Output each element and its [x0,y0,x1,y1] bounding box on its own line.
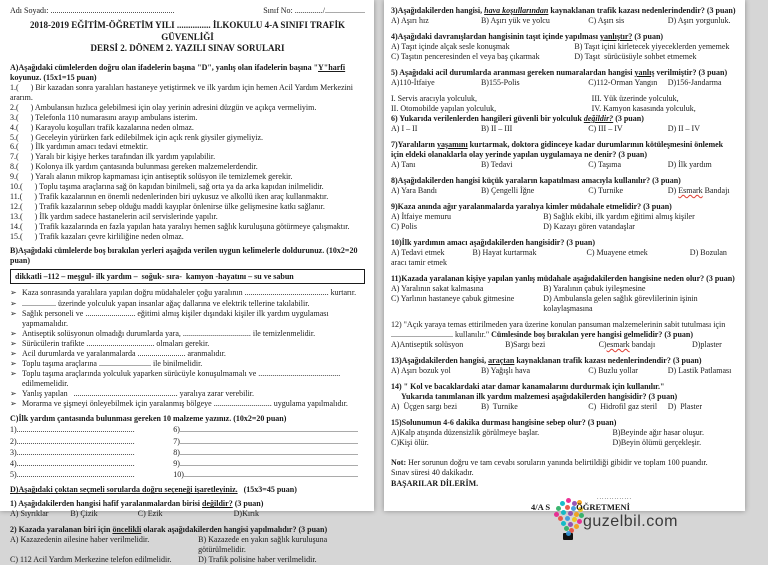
question-13-options [391,366,737,376]
fill-in-blank-text: Toplu taşıma araçlarına .......................... ile binilmelidir. [22,359,203,369]
materials-blank-right: 7)......................................................................................... [173,436,358,446]
question-12-options [391,340,737,350]
option-d: D) Trafik polisine haber verilmelidir. [198,555,317,565]
question-15-text: 15)Solunumun 4-6 dakika durması hangisine sebep olur? (3 puan) [391,418,617,427]
question-5-pre: 5) Aşağıdaki acil durumlarda aranması gereken numaralardan hangisi [391,68,635,77]
option-b: B) Çizik [70,509,98,519]
option-a: A) İtfaiye memuru [391,212,451,221]
true-false-item-text: 7.( ) Yaralı bir kişiye herkes tarafından ilk yardım yapılabilir. [10,152,216,162]
question-8-options [391,186,737,196]
question-13-post: kaynaklanan trafik kazası nedenlerindendir? (3 puan) [514,356,702,365]
true-false-item [10,192,365,202]
true-false-item-text: 6.( ) İlk yardımın amacı tedavi etmektir. [10,142,148,152]
option-a: A) Kazazedenin ailesine haber verilmelidir. [10,535,150,545]
true-false-item-text: 13.( ) İlk yardım sadece hastanelerin acil servislerinde yapılır. [10,211,218,221]
true-false-item [10,152,365,162]
arrow-bullet-icon: ➢ [10,298,17,308]
note-line-2: Sınav süresi 40 dakikadır. [391,468,474,478]
option-c: C) Muayene etmek [586,248,648,257]
option-c: C) 112 Acil Yardım Merkezine telefon edilmelidir. [10,555,172,565]
section-c-heading: C)İlk yardım çantasında bulunması gereken 10 malzeme yazınız. (10x2=20 puan) [10,414,287,424]
true-false-item-text: 10.( ) Toplu taşıma araçlarına sağ ön kapıdan binilmeli, sağ orta ya da arka kapıdan inilmelidir. [10,182,324,192]
fill-in-blank-text: Toplu taşıma araçlarında yolculuk yaparken sürücüyle konuşulmamalı ve ......................................... edilmemelidir. [22,369,343,389]
question-10 [391,238,737,268]
option-d: D) Aşırı yorgunluk. [667,16,731,25]
option-a: A) Taşıt içinde alçak sesle konuşmak [391,42,510,51]
option-c: C) Yarlının hastaneye çabuk gitmesine [391,294,515,303]
option-a: A)Antiseptik solüsyon [391,340,464,349]
materials-blank-left: 1)........................................................... [10,425,135,435]
question-9-text: 9)Kaza anında ağır yaralanmalarda yaralıya kimler müdahale etmelidir? (3 puan) [391,202,672,211]
question-9 [391,202,737,232]
option-d: D) Plaster [667,402,702,411]
true-false-item-text: 3.( ) Telefonla 110 numarasını arayıp ambulans isterim. [10,112,198,122]
question-6-pre: 6) Yukarıda verilenlerden hangileri güvenli bir yolculuk [391,114,584,123]
fill-in-blank-item [10,309,365,329]
teacher-signature-block [531,495,731,545]
question-3-pre: 3)Aşağıdakilerden hangisi, [391,6,485,15]
materials-blank-right: 9)......................................................................................... [173,458,358,468]
true-false-item-text: 14.( ) Trafik kazalarında en fazla yapılan hata yaralıyı hemen sağlık kuruluşuna götürmeye çalışmaktır. [10,221,350,231]
exam-page-2 [384,0,745,531]
true-false-item-text: 8.( ) Kolonya ilk yardım çantasında bulunması gereken malzemelerdendir. [10,162,258,172]
option-d: D)Kırık [233,509,259,519]
note-label: Not: [391,458,407,467]
option-c: C) Ezik [137,509,163,519]
note-text: Her sorunun doğru ve tam cevabı soruların yanında belirtildiği gibidir ve toplam 100 puandır. [406,458,708,467]
option-c: C) Aşırı sis [588,16,625,25]
option-d-misspelled-word: Esmark [678,186,703,195]
exam-note [391,458,737,489]
question-6-roman-list [391,94,737,114]
option-b: B) Tedavi [480,160,513,169]
exam-title-line2: DERSİ 2. DÖNEM 2. YAZILI SINAV SORULARI [90,43,285,54]
fill-in-blank-item [10,359,365,369]
option-b: B) Kazazede en yakın sağlık kuruluşuna götürülmelidir. [198,535,330,555]
question-14-options [391,402,737,412]
option-c: C) Taşıma [588,160,622,169]
arrow-bullet-icon: ➢ [10,288,17,298]
true-false-item-text: 2.( ) Ambulansın hızlıca gelebilmesi için olay yerinin adresini düzgün ve açıkça vermeliyim. [10,102,317,112]
question-13 [391,356,737,376]
true-false-list [10,83,365,242]
page-footer [391,493,737,545]
option-a: A) Tedavi etmek [391,248,445,257]
option-d: D)Beyin ölümü gerçekleşir. [612,438,702,447]
question-5-options [391,78,737,88]
option-d: D)plaster [691,340,722,349]
option-c: C)Kişi ölür. [391,438,429,447]
fill-in-blank-list [10,288,365,409]
note-line-3: BAŞARILAR DİLERİM. [391,478,479,488]
question-12-text [391,320,737,340]
true-false-item-text: 12.( ) Trafik kazalarının sebep olduğu maddi kayıplar önlenirse ülke gelişmesine katkı sağlanır. [10,201,325,211]
question-7-post: kurtarmak, doktora gidinceye kadar durumlarının kötüleşmesini önlemek için eldeki olanaklarla olay yerinde yapılan uygulamaya ne denir? (3 puan) [391,140,726,159]
arrow-bullet-icon: ➢ [10,399,17,409]
question-7-pre: 7)Yaralıların [391,140,437,149]
arrow-bullet-icon: ➢ [10,348,17,358]
question-12-bold: Cümlesinde boş bırakılan yere hangisi gelmelidir? (3 puan) [491,330,694,339]
true-false-item-text: 9.( ) Yaralı alanın mikrop kapmaması için antiseptik solüsyon ile temizlemek gerekir. [10,172,293,182]
option-c: C) Turnike [588,186,624,195]
exam-title [10,20,365,55]
option-c: C) Taşıtın penceresinden el veya baş çıkarmak [391,52,540,61]
section-b-heading: B)Aşağıdaki cümlelerde boş bırakılan yerleri aşağıda verilen uygun kelimelerle doldurunuz. (10x2=20 puan) [10,246,360,266]
question-2 [10,525,365,565]
option-a: A)Kalp atışında düzensizlik görülmeye başlar. [391,428,540,437]
page-header [10,6,365,16]
true-false-item-text: 11.( ) Trafik kazalarının en önemli nedenlerinden biri uykusuz ve alkollü iken araç kullanmaktır. [10,191,329,201]
option-a: A) Aşırı bozuk yol [391,366,451,375]
question-14-text: Yukarıda tanımlanan ilk yardım malzemesi aşağıdakilerden hangisidir? (3 puan) [391,392,678,401]
question-1-pre: 1) Aşağıdakilerden hangisi hafif yaralanmalardan birisi [10,499,203,509]
option-b: B)Beyinde ağır hasar oluşur. [612,428,704,437]
fill-in-blank-item [10,339,365,349]
option-a: A) Yaralının sakat kalmasına [391,284,484,293]
true-false-item [10,113,365,123]
question-3 [391,6,737,26]
option-c: C) III – IV [588,124,623,133]
true-false-item [10,133,365,143]
section-a-heading-line2: koyunuz. (15x1=15 puan) [10,72,97,82]
option-b: B) Turnike [480,402,518,411]
true-false-item-text: 15.( ) Trafik kazaları çevre kirliliğine neden olmaz. [10,231,184,241]
option-c: C) Polis [391,222,418,231]
question-3-underlined: hava koşullarından [484,6,549,15]
question-13-text [391,356,737,366]
question-2-text [10,525,365,535]
fill-in-blank-text: Morarma ve şişmeyi önleyebilmek için yaralanmış bölgeye ............................. uygulama yapılmalıdır. [22,399,348,409]
option-d-post: Bandajı [702,186,730,195]
roman-item-3: III. Yük üzerinde yolculuk, [591,94,679,103]
question-8 [391,176,737,196]
question-4 [391,32,737,62]
option-b: B) Çengelli İğne [480,186,535,195]
fill-in-blank-item [10,369,365,389]
question-13-underlined: araçtan [488,356,515,365]
option-a: A) I – II [391,124,418,133]
option-b: B) Aşırı yük ve yolcu [480,16,550,25]
fill-in-blank-text: ................. üzerinde yolculuk yapan insanlar ağaç dallarına ve elektrik tellerine takılabilir. [22,298,310,308]
roman-item-2: II. Otomobilde yapılan yolculuk, [391,104,497,113]
question-6 [391,94,737,134]
true-false-item-text: 5.( ) Geceleyin yürürken fark edilebilmek için açık renk giysiler giymeliyiz. [10,132,264,142]
question-4-options [391,42,737,62]
option-c: C) Hidrofil gaz steril [588,402,658,411]
guzelbil-watermark: guzelbil.com [583,513,678,531]
option-a: A) Üçgen sargı bezi [391,402,458,411]
true-false-item [10,162,365,172]
question-10-text: 10)İlk yardımın amacı aşağıdakilerden hangisidir? (3 puan) [391,238,596,247]
teacher-title [531,502,630,512]
materials-blank-right: 10)....................................................................................... [173,470,358,480]
fill-in-blank-text: Acil durumlarda ve yaralanmalarda ........................ aranmalıdır. [22,348,226,358]
fill-in-blank-item [10,288,365,298]
fill-in-blank-text: Kaza sonrasında yaralılara yapılan doğru müdahaleler çoğu yaralının .......................................... kurtarır. [22,288,357,298]
arrow-bullet-icon: ➢ [10,328,17,338]
true-false-item [10,103,365,113]
option-c-misspelled-word: esmark [606,340,630,349]
question-4-pre: 4)Aşağıdaki davranışlardan hangisinin taşıt içinde yapılması [391,32,600,41]
question-2-options [10,535,365,565]
fill-in-blank-text: Sürücülerin trafikte .................................. olmaları gerekir. [22,338,210,348]
option-b: B) Sağlık ekibi, ilk yardım eğitimi almış kişiler [543,212,695,221]
question-9-options [391,212,737,232]
question-3-options [391,16,737,26]
question-4-post: (3 puan) [632,32,664,41]
option-d-pre: D) [667,186,679,195]
option-d: D)156-Jandarma [667,78,722,87]
question-6-options [391,124,737,134]
roman-item-4: IV. Kamyon kasasında yolculuk, [591,104,696,113]
question-11-options [391,284,737,314]
true-false-item [10,83,365,103]
option-a: A)110-İtfaiye [391,78,435,87]
exam-page-1 [0,0,374,565]
question-14-quote: 14) " Kol ve bacaklardaki atar damar kanamalarını durdurmak için kullanılır." [391,382,665,391]
option-c: C) Buzlu yollar [588,366,638,375]
question-4-text [391,32,737,42]
option-d: D) II – IV [667,124,700,133]
question-8-text: 8)Aşağıdakilerden hangisi küçük yaraların kapatılması amacıyla kullanılır? (3 puan) [391,176,681,185]
fill-in-blank-item [10,329,365,339]
question-12 [391,320,737,350]
materials-blank-left: 3)........................................................... [10,447,135,457]
section-d-heading [10,485,365,495]
arrow-bullet-icon: ➢ [10,359,17,369]
materials-blank-grid [10,424,365,480]
true-false-item [10,202,365,212]
question-7-underlined: yaşamını [437,140,468,149]
question-2-pre: 2) Kazada yaralanan biri için [10,525,113,535]
option-d: D) Bozulan aracı tamir etmek [391,248,729,267]
option-d: D) Taşıt sürücüsüyle sohbet etmemek [574,52,697,61]
exam-title-line1: 2018-2019 EĞİTİM-ÖĞRETİM YILI ............... İLKOKULU 4-A SINIFI TRAFİK GÜVENLİĞİ [29,19,346,42]
section-a-heading [10,63,365,73]
true-false-item-text: 1.( ) Bir kazadan sonra yaralıları hastaneye yetiştirmek ve ilk yardım için hemen Acil Yardım Merkezini ararım. [10,82,356,102]
materials-blank-right: 6)......................................................................................... [173,425,358,435]
arrow-bullet-icon: ➢ [10,308,17,318]
option-b: B) Taşıt içini kirletecek yiyeceklerden yememek [574,42,730,51]
option-c: C)112-Orman Yangın [588,78,658,87]
question-5 [391,68,737,88]
true-false-item [10,123,365,133]
fill-in-blank-text: Sağlık personeli ve ......................... eğitimi almış kişiler dışındaki kişiler ilk yardım uygulaması yapmamalıdır. [22,308,331,328]
question-6-text [391,114,737,124]
section-d-heading-underlined: D)Aşağıdaki çoktan seçmeli sorularda doğru seçeneği işaretleyiniz. [10,485,238,495]
option-b: B) Hayat kurtarmak [472,248,537,257]
option-d [668,186,737,196]
question-4-underlined: yanlıştır? [599,32,633,41]
option-c-post: bandajı [629,340,656,349]
question-5-underlined: yanlış [634,68,655,77]
fill-in-blank-item [10,389,365,399]
question-11 [391,274,737,314]
question-15-options [391,428,737,448]
word-bank-box: dikkatli –112 – meşgul- ilk yardım – soğuk- sıra- kamyon -hayatını – su ve sabun [10,269,365,284]
option-a: A) Yara Bandı [391,186,437,195]
section-a-heading-underlined: Y"harfi [318,62,346,72]
fill-in-blank-item [10,299,365,309]
question-1-text [10,499,365,509]
signature-dots: .............. [597,495,632,502]
section-d-heading-points: (15x3=45 puan) [237,485,297,495]
true-false-item [10,172,365,182]
question-13-pre: 13)Aşağıdakilerden hangisi, [391,356,489,365]
materials-blank-left: 2)........................................................... [10,436,135,446]
student-name-line: Adı Soyadı: .............................................................. [10,6,175,15]
arrow-bullet-icon: ➢ [10,389,17,399]
materials-blank-right: 8)......................................................................................... [173,447,358,457]
fill-in-blank-item [10,399,365,409]
question-3-text [391,6,737,16]
fill-in-blank-text: Antiseptik solüsyonun olmadığı durumlarda yara, .................................. ile temizlenmelidir. [22,328,316,338]
question-7 [391,140,737,170]
question-15 [391,418,737,448]
question-11-text: 11)Kazada yaralanan kişiye yapılan yanlış müdahale aşağıdakilerden hangisine neden olur? (3 puan) [391,274,735,283]
question-5-post: verilmiştir? (3 puan) [654,68,728,77]
question-6-post: (3 puan) [613,114,644,123]
fill-in-blank-text: Yanlış yapılan .................................................... yaralıya zarar verebilir. [22,389,255,399]
page-gap [374,0,384,511]
true-false-item-text: 4.( ) Karayolu koşulları trafik kazalarına neden olmaz. [10,122,194,132]
option-b: B) II – III [480,124,513,133]
option-a: A) Aşırı hız [391,16,429,25]
option-d: D) Ambulansla gelen sağlık görevlilerinin işinin kolaylaşmasına [543,294,700,313]
question-1-options [10,509,365,519]
option-d: D) Lastik Patlaması [667,366,732,375]
true-false-item [10,142,365,152]
question-1 [10,499,365,519]
option-c-pre: C) [598,340,607,349]
true-false-item [10,182,365,192]
question-10-options [391,248,737,268]
option-b: B) Yağışlı hava [480,366,531,375]
question-2-post: olarak aşağıdakilerden hangisi yapılmalıdır? (3 puan) [141,525,328,535]
option-b: B)Sargı bezi [505,340,546,349]
question-1-underlined: değildir? [202,499,233,509]
true-false-item [10,212,365,222]
fill-in-blank-item [10,349,365,359]
question-12-quote: 12) "Açık yaraya temas ettirilmeden yara üzerine konulan pansuman malzemelerinin sabit tutulması için ............................... kullanılır." [391,320,728,339]
arrow-bullet-icon: ➢ [10,338,17,348]
materials-blank-left: 5)........................................................... [10,470,135,480]
option-b: B)155-Polis [480,78,520,87]
note-line-1 [391,458,737,468]
roman-item-1: I. Servis aracıyla yolculuk, [391,94,477,103]
question-14 [391,382,737,412]
arrow-bullet-icon: ➢ [10,369,17,379]
question-5-text [391,68,737,78]
option-a: A) Tanı [391,160,416,169]
question-7-text [391,140,737,160]
class-no-line: Sınıf No: ............../.................... [263,6,365,15]
true-false-item [10,232,365,242]
option-c [599,340,692,350]
teacher-title-post: ÖĞRETMENİ [576,502,630,513]
option-d: D) Kazayı gören vatandaşlar [543,222,635,231]
teacher-title-pre: 4/A S [531,502,551,513]
question-3-post: kaynaklanan trafik kazası nedenlerindendir? (3 puan) [548,6,736,15]
question-6-underlined: değildir? [583,114,614,123]
question-7-options [391,160,737,170]
section-a-heading-pre: A)Aşağıdaki cümlelerden doğru olan ifadelerin başına "D", yanlış olan ifadelerin başına " [10,62,319,72]
question-1-post: (3 puan) [232,499,264,509]
option-b: B) Yaralının çabuk iyileşmesine [543,284,646,293]
materials-blank-left: 4)........................................................... [10,458,135,468]
true-false-item [10,222,365,232]
option-a: A) Sıyrıklar [10,509,49,519]
question-2-underlined: öncelikli [112,525,142,535]
option-d: D) İlk yardım [667,160,712,169]
